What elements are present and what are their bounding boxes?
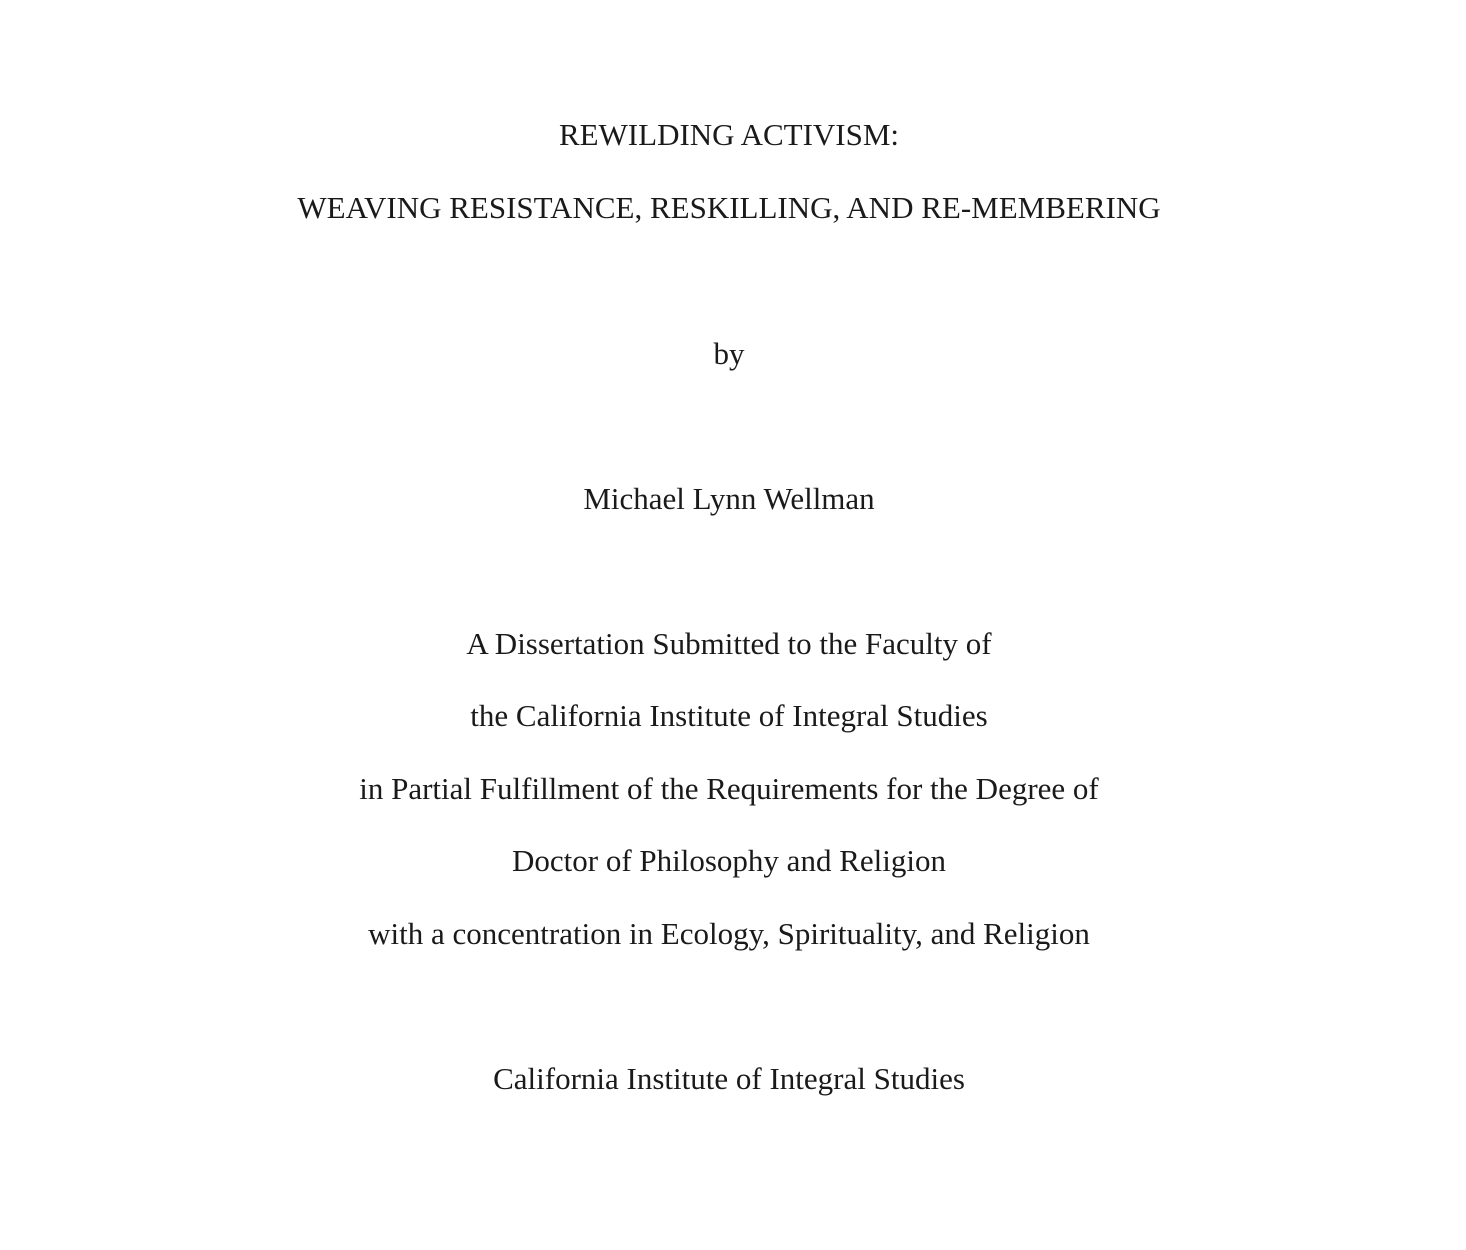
submission-statement-line-3: in Partial Fulfillment of the Requirements for the Degree of: [359, 771, 1099, 806]
dissertation-title-line-1: REWILDING ACTIVISM:: [558, 117, 900, 152]
degree-name: Doctor of Philosophy and Religion: [512, 843, 946, 878]
by-label: by: [713, 336, 745, 371]
submission-statement-line-2: the California Institute of Integral Studies: [470, 698, 988, 733]
concentration: with a concentration in Ecology, Spirituality, and Religion: [368, 916, 1090, 951]
institution-name: California Institute of Integral Studies: [493, 1061, 965, 1096]
author-name: Michael Lynn Wellman: [583, 481, 875, 516]
dissertation-title-line-2: WEAVING RESISTANCE, RESKILLING, AND RE-MEMBERING: [297, 190, 1161, 225]
submission-statement-line-1: A Dissertation Submitted to the Faculty of: [466, 626, 992, 661]
